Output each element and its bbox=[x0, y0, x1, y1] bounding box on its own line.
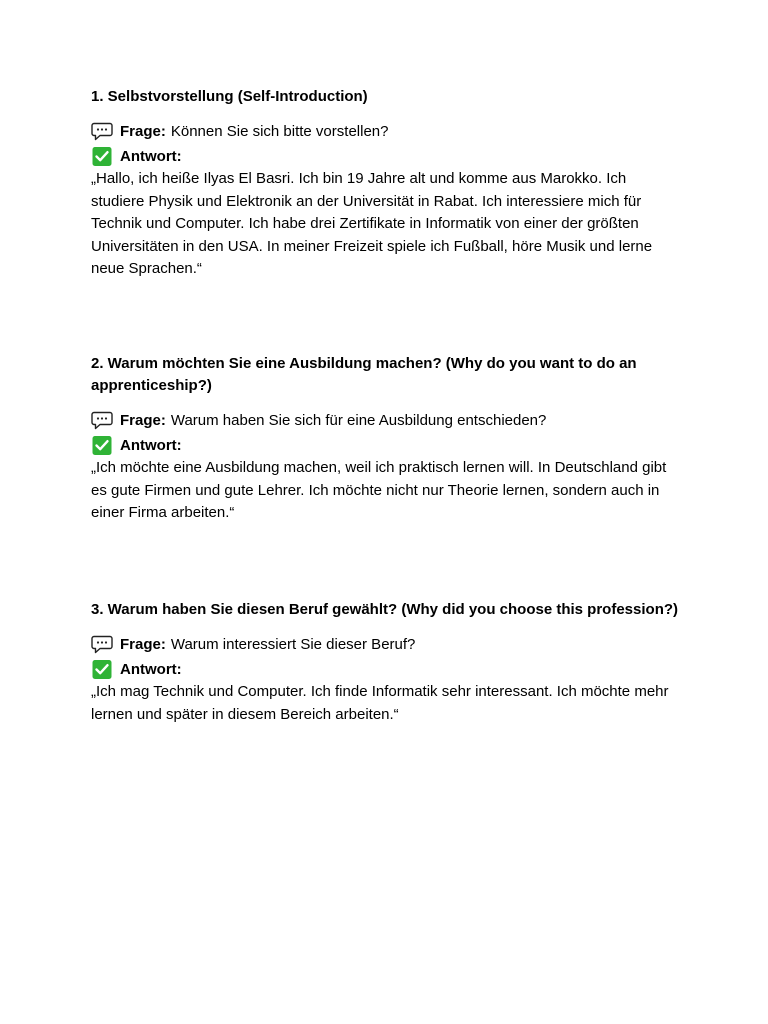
question-label: Frage: bbox=[120, 411, 166, 429]
section-self-introduction bbox=[91, 86, 681, 281]
answer-line bbox=[91, 145, 681, 168]
speech-bubble-icon bbox=[91, 411, 113, 430]
section-apprenticeship-reason bbox=[91, 353, 681, 525]
speech-bubble-icon bbox=[91, 635, 113, 654]
section-profession-choice bbox=[91, 599, 681, 726]
answer-text: „Ich möchte eine Ausbildung machen, weil ich praktisch lernen will. In Deutschland gibt es gute Firmen und gute Lehrer. Ich möchte nicht nur Theorie lernen, sondern auch in einer Firma arbeiten.“ bbox=[91, 459, 667, 521]
section-heading: 3. Warum haben Sie diesen Beruf gewählt? (Why did you choose this profession?) bbox=[91, 601, 679, 618]
answer-label: Antwort: bbox=[120, 660, 182, 678]
answer-line bbox=[91, 434, 681, 457]
question-text: Warum interessiert Sie dieser Beruf? bbox=[170, 635, 416, 653]
check-mark-icon bbox=[91, 436, 113, 455]
question-text: Warum haben Sie sich für eine Ausbildung entschieden? bbox=[170, 411, 547, 429]
speech-bubble-icon bbox=[91, 122, 113, 141]
answer-label: Antwort: bbox=[120, 436, 182, 454]
check-mark-icon bbox=[91, 660, 113, 679]
section-heading: 1. Selbstvorstellung (Self-Introduction) bbox=[91, 88, 368, 105]
answer-label: Antwort: bbox=[120, 147, 182, 165]
answer-text: „Hallo, ich heiße Ilyas El Basri. Ich bin 19 Jahre alt und komme aus Marokko. Ich studiere Physik und Elektronik an der Universität in Rabat. Ich interessiere mich für Technik und Computer. Ich habe drei Zertifikate in Informatik von einer der größten Universitäten in den USA. In meiner Freizeit spiele ich Fußball, höre Musik und lerne neue Sprachen.“ bbox=[91, 170, 653, 277]
section-heading: 2. Warum möchten Sie eine Ausbildung machen? (Why do you want to do an apprenticeship?) bbox=[91, 355, 637, 394]
answer-text: „Ich mag Technik und Computer. Ich finde Informatik sehr interessant. Ich möchte mehr lernen und später in diesem Bereich arbeiten.“ bbox=[91, 683, 669, 723]
question-label: Frage: bbox=[120, 635, 166, 653]
question-label: Frage: bbox=[120, 122, 166, 140]
question-line bbox=[91, 120, 681, 143]
question-text: Können Sie sich bitte vorstellen? bbox=[170, 122, 389, 140]
question-line bbox=[91, 409, 681, 432]
answer-line bbox=[91, 658, 681, 681]
check-mark-icon bbox=[91, 147, 113, 166]
question-line bbox=[91, 633, 681, 656]
